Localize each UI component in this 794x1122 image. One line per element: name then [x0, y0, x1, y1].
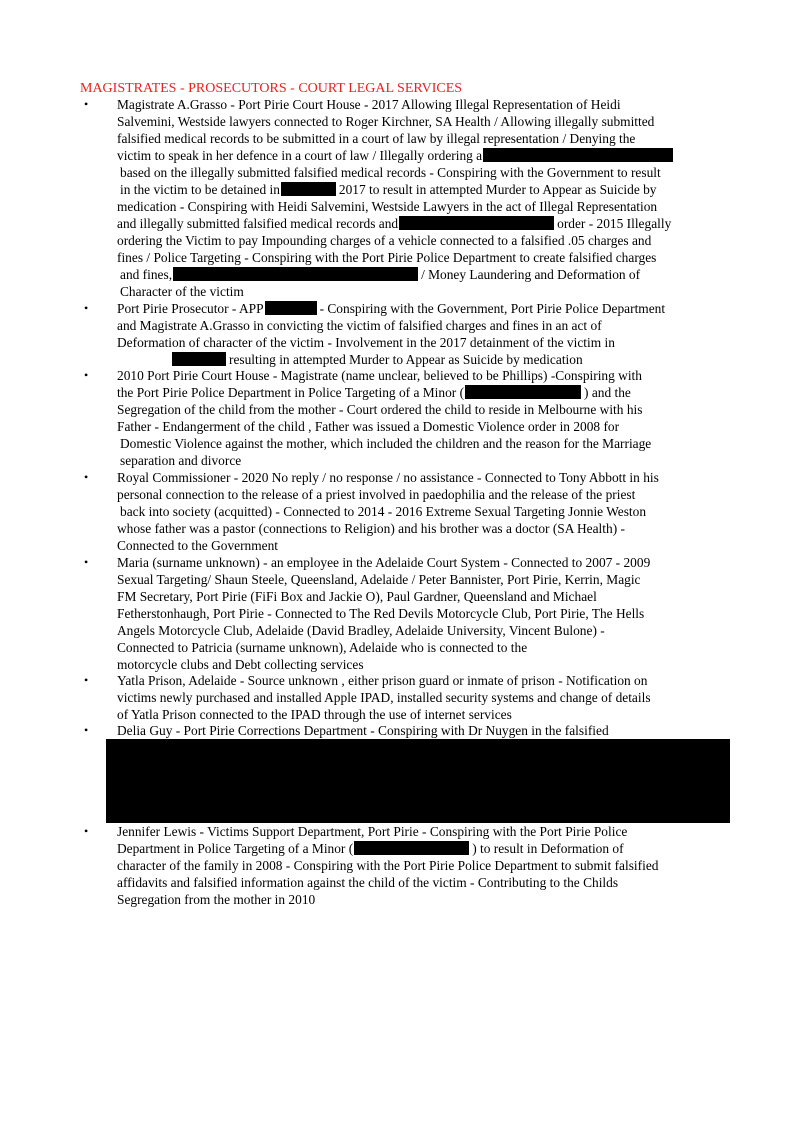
- text-line: [117, 588, 597, 605]
- line-text: 2017 to result in attempted Murder to Appear as Suicide by: [338, 182, 657, 197]
- line-text: and Magistrate A.Grasso in convicting the victim of falsified charges and fines in an act of: [117, 318, 602, 333]
- text-line: [117, 418, 619, 435]
- bullet-marker: •: [84, 301, 89, 315]
- text-line: [117, 130, 635, 147]
- line-text: 2010 Port Pirie Court House - Magistrate (name unclear, believed to be Phillips) -Conspiring with: [117, 368, 642, 383]
- text-line: [117, 317, 602, 334]
- line-text: Connected to the Government: [117, 538, 279, 553]
- text-line: [120, 164, 661, 181]
- text-line: [117, 689, 651, 706]
- text-line: [117, 384, 631, 401]
- redaction-bar: [465, 385, 581, 399]
- text-line: [117, 198, 657, 215]
- line-text: resulting in attempted Murder to Appear as Suicide by medication: [229, 352, 583, 367]
- redaction-bar: [281, 182, 336, 196]
- text-line: [117, 622, 605, 639]
- line-text: of Yatla Prison connected to the IPAD through the use of internet services: [117, 707, 512, 722]
- text-line: [117, 706, 512, 723]
- bullet-marker: •: [84, 824, 89, 838]
- text-line: [117, 571, 641, 588]
- text-line: [117, 672, 647, 689]
- line-text: character of the family in 2008 - Conspiring with the Port Pirie Police Department to submit falsified: [117, 858, 659, 873]
- bullet-marker: •: [84, 723, 89, 737]
- text-line: [172, 351, 583, 368]
- bullet-marker: •: [84, 97, 89, 111]
- line-text: based on the illegally submitted falsified medical records - Conspiring with the Government to result: [120, 165, 661, 180]
- line-text: Segregation of the child from the mother - Court ordered the child to reside in Melbourne with his: [117, 402, 643, 417]
- line-text: Jennifer Lewis - Victims Support Department, Port Pirie - Conspiring with the Port Pirie Police: [117, 824, 628, 839]
- line-text: and fines,: [120, 267, 173, 282]
- line-text: Yatla Prison, Adelaide - Source unknown , either prison guard or inmate of prison - Notification on: [117, 673, 648, 688]
- redaction-bar: [265, 301, 317, 315]
- text-line: [117, 96, 621, 113]
- line-text: FM Secretary, Port Pirie (FiFi Box and Jackie O), Paul Gardner, Queensland and Michael: [117, 589, 597, 604]
- redaction-bar: [172, 352, 226, 366]
- text-line: [117, 232, 651, 249]
- redaction-bar: [399, 216, 554, 230]
- line-text: fines / Police Targeting - Conspiring with the Port Pirie Police Department to create falsified charges: [117, 250, 657, 265]
- line-text: Salvemini, Westside lawyers connected to Roger Kirchner, SA Health / Allowing illegally submitted: [117, 114, 655, 129]
- line-text: Angels Motorcycle Club, Adelaide (David Bradley, Adelaide University, Vincent Bulone) -: [117, 623, 605, 638]
- text-line: [117, 249, 656, 266]
- line-text: falsified medical records to be submitted in a court of law by illegal representation / Denying the: [117, 131, 636, 146]
- text-line: [117, 520, 625, 537]
- bullet-marker: •: [84, 555, 89, 569]
- text-line: [120, 181, 657, 198]
- text-line: [117, 486, 635, 503]
- line-text: Magistrate A.Grasso - Port Pirie Court House - 2017 Allowing Illegal Representation of Heidi: [117, 97, 621, 112]
- line-text: victim to speak in her defence in a court of law / Illegally ordering a: [117, 148, 483, 163]
- redaction-bar: [173, 267, 418, 281]
- line-text: affidavits and falsified information against the child of the victim - Contributing to the Childs: [117, 875, 619, 890]
- line-text: Segregation from the mother in 2010: [117, 892, 316, 907]
- text-line: [117, 840, 624, 857]
- text-line: [120, 435, 651, 452]
- line-text: the Port Pirie Police Department in Police Targeting of a Minor (: [117, 385, 465, 400]
- text-line: [117, 874, 618, 891]
- text-line: [117, 857, 658, 874]
- text-line: [117, 537, 278, 554]
- bullet-marker: •: [84, 368, 89, 382]
- text-line: [117, 656, 364, 673]
- line-text: Domestic Violence against the mother, which included the children and the reason for the Marriage: [120, 436, 652, 451]
- line-text: back into society (acquitted) - Connected to 2014 - 2016 Extreme Sexual Targeting Jonnie Weston: [120, 504, 647, 519]
- line-text: Royal Commissioner - 2020 No reply / no response / no assistance - Connected to Tony Abbott in his: [117, 470, 659, 485]
- line-text: / Money Laundering and Deformation of: [421, 267, 641, 282]
- text-line: [117, 722, 609, 739]
- redaction-block: [106, 739, 730, 823]
- line-text: Department in Police Targeting of a Minor (: [117, 841, 354, 856]
- line-text: Maria (surname unknown) - an employee in the Adelaide Court System - Connected to 2007 - 2009: [117, 555, 651, 570]
- text-line: [117, 367, 642, 384]
- line-text: Father - Endangerment of the child , Father was issued a Domestic Violence order in 2008 for: [117, 419, 620, 434]
- text-line: [117, 401, 642, 418]
- line-text: personal connection to the release of a priest involved in paedophilia and the release of the priest: [117, 487, 636, 502]
- line-text: order - 2015 Illegally: [557, 216, 672, 231]
- text-line: [117, 147, 676, 164]
- line-text: separation and divorce: [120, 453, 242, 468]
- bullet-marker: •: [84, 470, 89, 484]
- text-line: [120, 283, 244, 300]
- line-text: Port Pirie Prosecutor - APP: [117, 301, 264, 316]
- line-text: victims newly purchased and installed Apple IPAD, installed security systems and change of details: [117, 690, 651, 705]
- line-text: Fetherstonhaugh, Port Pirie - Connected to The Red Devils Motorcycle Club, Port Pirie, The Hells: [117, 606, 645, 621]
- line-text: Deformation of character of the victim - Involvement in the 2017 detainment of the victim in: [117, 335, 615, 350]
- line-text: and illegally submitted falsified medical records and: [117, 216, 399, 231]
- text-line: [120, 452, 241, 469]
- line-text: Delia Guy - Port Pirie Corrections Department - Conspiring with Dr Nuygen in the falsified: [117, 723, 609, 738]
- text-line: [120, 503, 646, 520]
- text-line: [117, 891, 315, 908]
- line-text: in the victim to be detained in: [120, 182, 280, 197]
- line-text: ordering the Victim to pay Impounding charges of a vehicle connected to a falsified .05 charges and: [117, 233, 652, 248]
- line-text: Connected to Patricia (surname unknown), Adelaide who is connected to the: [117, 640, 528, 655]
- line-text: ) and the: [584, 385, 631, 400]
- bullet-marker: •: [84, 673, 89, 687]
- text-line: [120, 266, 640, 283]
- text-line: [117, 554, 650, 571]
- text-line: [117, 334, 615, 351]
- redaction-bar: [354, 841, 469, 855]
- text-line: [117, 605, 644, 622]
- line-text: whose father was a pastor (connections to Religion) and his brother was a doctor (SA Health) -: [117, 521, 625, 536]
- text-line: [117, 639, 527, 656]
- text-line: [117, 113, 654, 130]
- text-line: [117, 215, 671, 232]
- text-line: [117, 823, 627, 840]
- line-text: Character of the victim: [120, 284, 244, 299]
- text-line: [117, 469, 659, 486]
- text-line: [117, 300, 665, 317]
- line-text: ) to result in Deformation of: [472, 841, 624, 856]
- line-text: medication - Conspiring with Heidi Salvemini, Westside Lawyers in the act of Illegal Representation: [117, 199, 658, 214]
- line-text: Sexual Targeting/ Shaun Steele, Queensland, Adelaide / Peter Bannister, Port Pirie, Kerrin, Magic: [117, 572, 641, 587]
- redaction-bar: [483, 148, 673, 162]
- line-text: - Conspiring with the Government, Port Pirie Police Department: [319, 301, 666, 316]
- section-heading: MAGISTRATES - PROSECUTORS - COURT LEGAL SERVICES: [80, 81, 463, 96]
- line-text: motorcycle clubs and Debt collecting services: [117, 657, 364, 672]
